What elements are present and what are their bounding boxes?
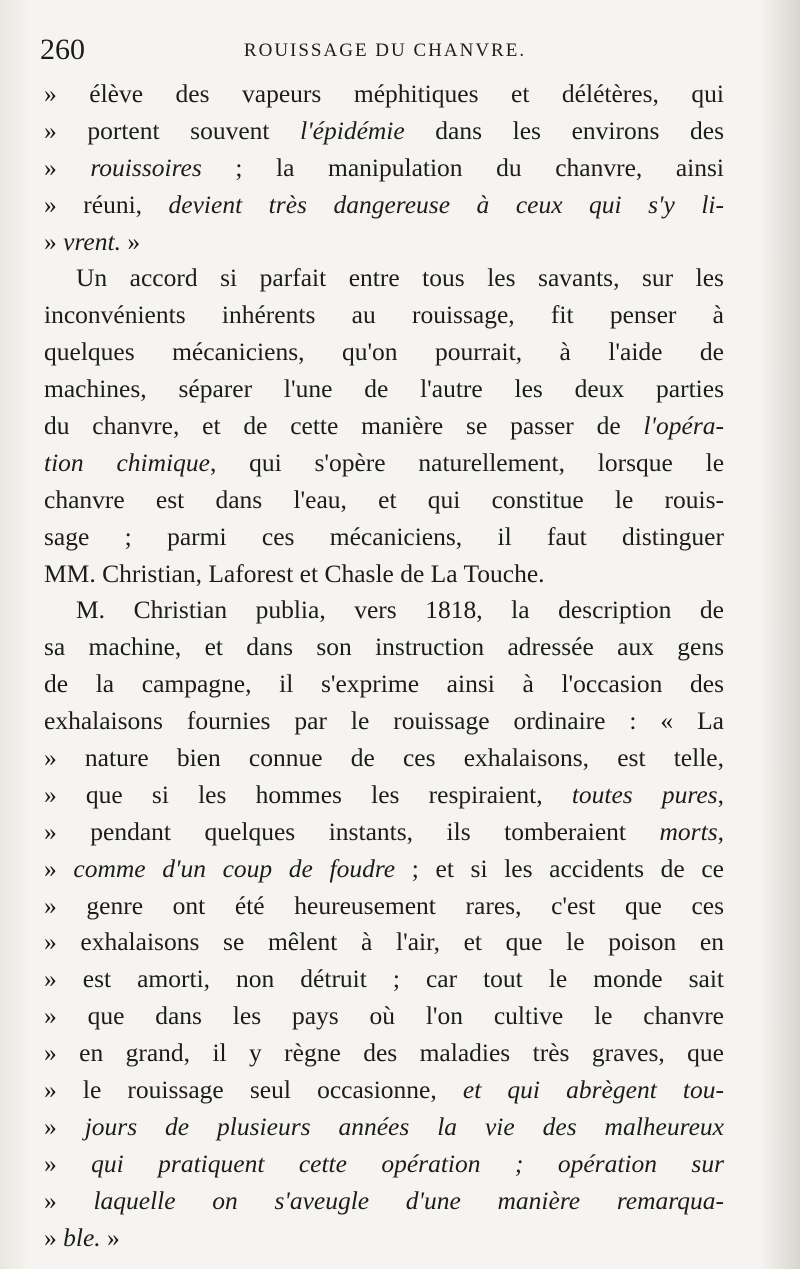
text-line xyxy=(44,998,724,1035)
text-line xyxy=(44,371,724,408)
text-segment: ; et si les accidents de ce xyxy=(395,853,724,883)
text-segment: » xyxy=(44,1148,92,1178)
text-segment: machines, séparer l'une de l'autre les deux parties xyxy=(44,374,724,404)
text-line xyxy=(44,740,724,777)
italic-text: l'opéra- xyxy=(643,411,724,441)
text-segment: » xyxy=(44,1222,64,1252)
text-line xyxy=(44,224,724,261)
italic-text: vrent. xyxy=(63,226,121,256)
text-line xyxy=(44,113,724,150)
text-segment: de la campagne, il s'exprime ainsi à l'occasion des xyxy=(44,669,724,699)
text-segment: » que si les hommes les respiraient, xyxy=(44,779,572,809)
text-segment: » xyxy=(100,1222,120,1252)
italic-text: tion chimique xyxy=(44,447,210,477)
italic-text: jours de plusieurs années la vie des malheureux xyxy=(84,1111,724,1141)
text-line xyxy=(44,260,724,297)
page-header xyxy=(40,30,730,70)
text-segment: inconvénients inhérents au rouissage, fit penser à xyxy=(44,300,724,330)
text-line xyxy=(44,150,724,187)
text-line xyxy=(44,408,724,445)
text-segment: M. Christian publia, vers 1818, la description de xyxy=(76,595,724,625)
text-segment: sa machine, et dans son instruction adressée aux gens xyxy=(44,632,724,662)
text-segment: quelques mécaniciens, qu'on pourrait, à l'aide de xyxy=(44,337,724,367)
text-line xyxy=(44,703,724,740)
text-line xyxy=(44,777,724,814)
text-segment: , qui s'opère naturellement, lorsque le xyxy=(209,447,725,477)
text-segment: ; la manipulation du chanvre, ainsi xyxy=(201,152,725,182)
text-segment: » xyxy=(44,226,64,256)
text-line xyxy=(44,519,724,556)
text-line xyxy=(44,888,724,925)
text-segment: » pendant quelques instants, ils tomberaient xyxy=(44,816,660,846)
text-segment: » xyxy=(44,1111,85,1141)
text-segment: dans les environs des xyxy=(404,115,724,145)
text-segment: » est amorti, non détruit ; car tout le monde sait xyxy=(44,964,724,994)
text-segment: » portent souvent xyxy=(44,115,301,145)
text-segment: exhalaisons fournies par le rouissage ordinaire : « La xyxy=(44,706,724,736)
text-line xyxy=(44,666,724,703)
text-line xyxy=(44,445,724,482)
text-segment: » le rouissage seul occasionne, xyxy=(44,1075,463,1105)
text-segment: » nature bien connue de ces exhalaisons, est telle, xyxy=(44,743,724,773)
italic-text: laquelle on s'aveugle d'une manière remarqua- xyxy=(93,1185,724,1215)
text-line xyxy=(44,556,724,593)
italic-text: et qui abrègent tou- xyxy=(462,1075,724,1105)
text-segment: chanvre est dans l'eau, et qui constitue le rouis- xyxy=(44,484,724,514)
text-segment: » en grand, il y règne des maladies très graves, que xyxy=(44,1038,724,1068)
text-line xyxy=(44,851,724,888)
text-line xyxy=(44,961,724,998)
italic-text: rouissoires xyxy=(90,152,202,182)
text-segment: sage ; parmi ces mécaniciens, il faut distinguer xyxy=(44,521,724,551)
text-line xyxy=(44,297,724,334)
italic-text: comme d'un coup de foudre xyxy=(73,853,396,883)
text-segment: » xyxy=(120,226,141,256)
text-line xyxy=(44,1035,724,1072)
text-line xyxy=(44,1183,724,1220)
text-segment: » genre ont été heureusement rares, c'est que ces xyxy=(44,890,724,920)
running-title: ROUISSAGE DU CHANVRE. xyxy=(243,40,527,61)
text-line xyxy=(44,482,724,519)
text-segment: MM. Christian, Laforest et Chasle de La Touche. xyxy=(44,558,545,588)
text-segment: » élève des vapeurs méphitiques et délétères, qui xyxy=(44,79,724,108)
text-line xyxy=(44,1109,724,1146)
text-segment: » que dans les pays où l'on cultive le chanvre xyxy=(44,1001,724,1031)
italic-text: toutes pures xyxy=(571,779,718,809)
text-segment: du chanvre, et de cette manière se passer de xyxy=(44,411,644,441)
text-line xyxy=(44,187,724,224)
text-line xyxy=(44,1220,724,1257)
page-number: 260 xyxy=(40,33,85,66)
italic-text: devient très dangereuse à ceux qui s'y li- xyxy=(168,189,724,219)
text-line xyxy=(44,814,724,851)
body-text xyxy=(44,76,724,1257)
italic-text: morts xyxy=(659,816,718,846)
text-line xyxy=(44,334,724,371)
text-line xyxy=(44,592,724,629)
text-segment: » xyxy=(44,152,91,182)
italic-text: ble. xyxy=(63,1222,101,1252)
text-segment: , xyxy=(717,779,724,809)
italic-text: qui pratiquent cette opération ; opération sur xyxy=(91,1148,725,1178)
text-segment: » xyxy=(44,1185,94,1215)
text-segment: , xyxy=(717,816,724,846)
text-segment: » réuni, xyxy=(44,189,169,219)
italic-text: l'épidémie xyxy=(300,115,405,145)
text-segment: » exhalaisons se mêlent à l'air, et que le poison en xyxy=(44,927,724,957)
text-segment: » xyxy=(44,853,74,883)
text-line xyxy=(44,76,724,113)
text-line xyxy=(44,1146,724,1183)
text-line xyxy=(44,1072,724,1109)
text-line xyxy=(44,629,724,666)
text-segment: Un accord si parfait entre tous les savants, sur les xyxy=(76,263,724,293)
text-line xyxy=(44,924,724,961)
